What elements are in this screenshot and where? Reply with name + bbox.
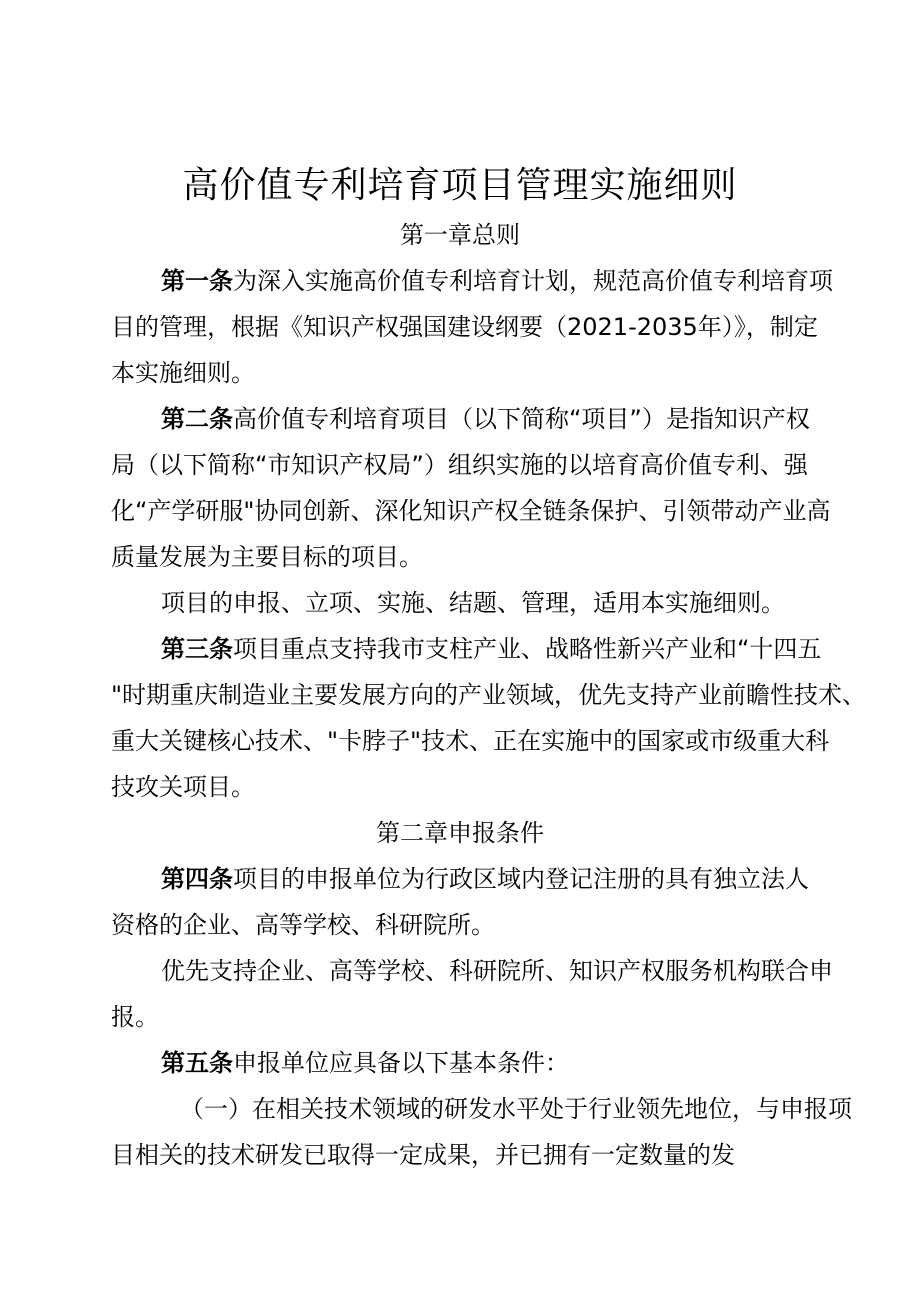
article-1-line-2: 目的管理，根据《知识产权强国建设纲要（2021-2035年）》，制定 <box>111 313 818 341</box>
article-5-line-1 <box>161 1046 569 1080</box>
article-1-label: 第一条 <box>161 267 233 295</box>
article-1-text: 为深入实施高价值专利培育计划，规范高价值专利培育项 <box>233 267 833 295</box>
chapter-heading-1: 第一章总则 <box>400 221 520 249</box>
article-4-label: 第四条 <box>161 865 233 893</box>
article-4-paragraph-2-line-1: 优先支持企业、高等学校、科研院所、知识产权服务机构联合申 <box>161 957 833 985</box>
article-1-line-1 <box>161 264 833 298</box>
article-2-text: 高价值专利培育项目（以下简称“项目”）是指知识产权 <box>233 405 810 433</box>
article-3-label: 第三条 <box>161 635 233 663</box>
article-2-line-3: 化“产学研服"协同创新、深化知识产权全链条保护、引领带动产业高 <box>111 497 831 525</box>
article-4-text: 项目的申报单位为行政区域内登记注册的具有独立法人 <box>233 865 809 893</box>
article-4-line-1 <box>161 862 809 896</box>
article-5-item-1-line-2: 目相关的技术研发已取得一定成果，并已拥有一定数量的发 <box>111 1141 735 1169</box>
article-3-line-2: "时期重庆制造业主要发展方向的产业领域，优先支持产业前瞻性技术、 <box>111 681 867 709</box>
article-5-label: 第五条 <box>161 1049 233 1077</box>
article-4-paragraph-2-line-2: 报。 <box>111 1003 159 1031</box>
article-3-line-3: 重大关键核心技术、"卡脖子"技术、正在实施中的国家或市级重大科 <box>111 727 830 755</box>
article-2-paragraph-2: 项目的申报、立项、实施、结题、管理，适用本实施细则。 <box>161 589 785 617</box>
article-2-line-2: 局（以下简称“市知识产权局”）组织实施的以培育高价值专利、强 <box>111 451 808 479</box>
article-2-line-4: 质量发展为主要目标的项目。 <box>111 543 423 571</box>
article-5-item-1-line-1: （一）在相关技术领域的研发水平处于行业领先地位，与申报项 <box>180 1095 852 1123</box>
article-3-line-1 <box>161 632 821 666</box>
chapter-heading-2: 第二章申报条件 <box>376 819 544 847</box>
article-2-label: 第二条 <box>161 405 233 433</box>
article-4-line-2: 资格的企业、高等学校、科研院所。 <box>111 911 495 939</box>
article-2-line-1 <box>161 402 810 436</box>
document-title: 高价值专利培育项目管理实施细则 <box>182 165 738 206</box>
article-1-line-3: 本实施细则。 <box>111 359 255 387</box>
article-5-text: 申报单位应具备以下基本条件： <box>233 1049 569 1077</box>
article-3-text: 项目重点支持我市支柱产业、战略性新兴产业和“十四五 <box>233 635 822 663</box>
article-3-line-4: 技攻关项目。 <box>111 773 255 801</box>
